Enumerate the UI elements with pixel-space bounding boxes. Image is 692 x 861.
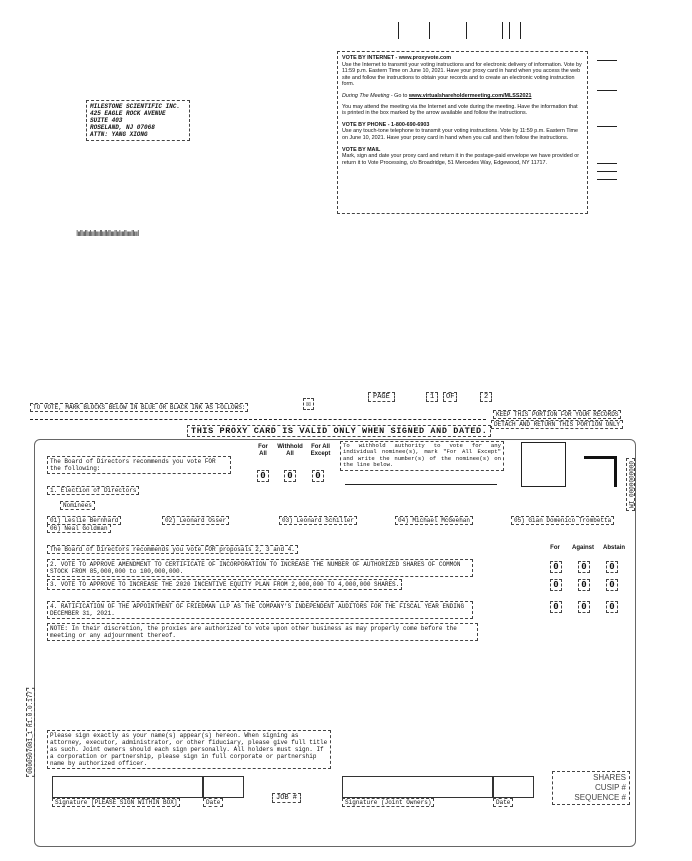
nominee-write-in-line[interactable] (345, 484, 497, 485)
mailing-address (86, 100, 190, 141)
signature-box[interactable] (52, 776, 204, 798)
timing-mark (509, 22, 510, 39)
board-recommendation-2: The Board of Directors recommends you vote FOR proposals 2, 3 and 4. (47, 545, 298, 554)
timing-mark (520, 22, 521, 39)
date-label: Date (203, 798, 223, 807)
proposal-2-abstain-checkbox[interactable]: 0 (606, 561, 618, 573)
phone-text: Use any touch-tone telephone to transmit your voting instructions. Vote by 11:59 p.m. Eastern Time on June 10, 2021. Have your proxy card in hand when you call and then follow the instructions. (342, 128, 579, 141)
proposal-3-abstain-checkbox[interactable]: 0 (606, 579, 618, 591)
shares-label: SHARES (593, 773, 626, 782)
sample-mark-icon: ☒ (303, 398, 314, 410)
cusip-label: CUSIP # (595, 783, 626, 792)
shares-cusip-sequence (552, 771, 630, 805)
page-number: 1 (426, 392, 438, 402)
internet-heading: VOTE BY INTERNET - www.proxyvote.com (342, 55, 452, 61)
meeting-line (342, 93, 583, 100)
proposal-2-for-checkbox[interactable]: 0 (550, 561, 562, 573)
nominee-item: 02) Leonard Osser (162, 516, 229, 525)
address-line: SUITE 403 (90, 117, 123, 124)
proposal-2: 2. VOTE TO APPROVE AMENDMENT TO CERTIFICATE OF INCORPORATION TO INCREASE THE NUMBER OF AUTHORIZED SHARES OF COMMON STOCK FROM 85,000,000 to 100,000,000. (47, 559, 473, 577)
sequence-label: SEQUENCE # (574, 793, 626, 802)
for-all-checkbox[interactable]: 0 (257, 470, 269, 482)
withhold-instructions: To withhold authority to vote for any individual nominee(s), mark "For All Except" and write the number(s) of the nominee(s) on the line below. (340, 441, 504, 471)
timing-mark (597, 171, 617, 172)
timing-mark (502, 22, 503, 39)
date-box[interactable] (202, 776, 244, 798)
job-number-label: JOB # (272, 793, 301, 803)
left-vertical-code: 0000507081_1 R1.0.0.177 (26, 688, 35, 777)
proposal-2-against-checkbox[interactable]: 0 (578, 561, 590, 573)
detach-line (30, 419, 486, 420)
withhold-all-checkbox[interactable]: 0 (284, 470, 296, 482)
proposal-4-abstain-checkbox[interactable]: 0 (606, 601, 618, 613)
joint-date-label: Date (493, 798, 513, 807)
proposal-4-against-checkbox[interactable]: 0 (578, 601, 590, 613)
timing-mark (398, 22, 399, 39)
election-heading: 1. Election of Directors (47, 486, 139, 495)
joint-date-box[interactable] (492, 776, 534, 798)
proposal-4-for-checkbox[interactable]: 0 (550, 601, 562, 613)
signing-instructions: Please sign exactly as your name(s) appear(s) hereon. When signing as attorney, executor, administrator, or other fiduciary, please give full title as such. Joint owners should each sign personally. All holders must sign. If a corporation or partnership, please sign in full corporate or partnership name by authorized officer. (47, 730, 331, 769)
corner-registration-mark (584, 456, 617, 487)
page-total: 2 (480, 392, 492, 402)
col-against: Against (571, 545, 594, 551)
page-label: PAGE (368, 392, 395, 402)
meeting-prefix: During The Meeting (342, 92, 390, 99)
address-line: ROSELAND, NJ 07068 (90, 124, 155, 131)
proposal-3-against-checkbox[interactable]: 0 (578, 579, 590, 591)
nominee-item: 06) Neal Goldman (47, 524, 111, 533)
discretion-note: NOTE: In their discretion, the proxies are authorized to vote upon other business as may properly come before the meeting or any adjournment thereof. (47, 623, 478, 641)
nominee-item: 01) Leslie Bernhard (47, 516, 121, 525)
nominee-item: 03) Leonard Schiller (279, 516, 357, 525)
col-for: For (550, 545, 560, 551)
joint-signature-label: Signature (Joint Owners) (342, 798, 434, 807)
joint-signature-box[interactable] (342, 776, 494, 798)
side-code: 0000000000 IM (626, 458, 635, 511)
meeting-text: You may attend the meeting via the Internet and vote during the meeting. Have the information that is printed in the box marked by the arrow available and follow the instructions. (342, 103, 578, 117)
proposal-3: 3. VOTE TO APPROVE TO INCREASE THE 2020 INCENTIVE EQUITY PLAN FROM 2,000,000 TO 4,000,000 SHARES. (47, 579, 402, 590)
timing-mark (597, 126, 617, 127)
nominee-item: 04) Michael McGeehan (395, 516, 473, 525)
board-recommendation-1: The Board of Directors recommends you vote FOR the following: (47, 456, 231, 474)
meeting-url-link[interactable]: www.virtualshareholdermeeting.com/MLSS2021 (408, 92, 532, 99)
detach-portion-label: DETACH AND RETURN THIS PORTION ONLY (491, 420, 623, 429)
timing-mark (429, 22, 430, 39)
of-label: OF (443, 392, 457, 402)
address-line: 425 EAGLE ROCK AVENUE (90, 110, 166, 117)
timing-mark (597, 60, 617, 61)
internet-text: Use the Internet to transmit your voting instructions and for electronic delivery of information. Vote by 11:59 p.m. Eastern Time on June 10, 2021. Have your proxy card in hand when you access the web site and follow the instructions to obtain your records and to create an electronic voting instruction form. (342, 61, 582, 88)
proposal-3-for-checkbox[interactable]: 0 (550, 579, 562, 591)
address-line: ATTN: YANG XIONG (90, 131, 148, 138)
signature-label: Signature [PLEASE SIGN WITHIN BOX] (52, 798, 180, 807)
proposal-4: 4. RATIFICATION OF THE APPOINTMENT OF FRIEDMAN LLP AS THE COMPANY'S INDEPENDENT AUDITORS FOR THE FISCAL YEAR ENDING DECEMBER 31, 2021. (47, 601, 473, 619)
for-all-except-checkbox[interactable]: 0 (312, 470, 324, 482)
timing-mark (466, 22, 467, 39)
postal-barcode: lııllııllıılııllıııllııllıllıııllıılıııllııııllıııl (76, 229, 139, 238)
col-for-all-except: For All Except (310, 444, 331, 457)
mail-text: Mark, sign and date your proxy card and return it in the postage-paid envelope we have provided or return it to Vote Processing, c/o Broadridge, 51 Mercedes Way, Edgewood, NY 11717. (342, 153, 580, 166)
voting-instructions-box (337, 51, 588, 214)
ink-instruction: TO VOTE, MARK BLOCKS BELOW IN BLUE OR BLACK INK AS FOLLOWS: (30, 403, 248, 412)
col-abstain: Abstain (602, 545, 625, 551)
timing-mark (597, 179, 617, 180)
address-line: MILESTONE SCIENTIFIC INC. (90, 103, 181, 110)
timing-mark (597, 90, 617, 91)
timing-mark (597, 163, 617, 164)
nominee-item: 05) Gian Domenico Trombetta (511, 516, 614, 525)
keep-portion-label: KEEP THIS PORTION FOR YOUR RECORDS (493, 410, 621, 419)
col-withhold-all: Withhold All (277, 444, 303, 457)
nominees-label: Nominees (60, 501, 95, 510)
col-for-all: For All (258, 444, 268, 457)
phone-heading: VOTE BY PHONE - 1-800-690-6903 (342, 121, 430, 128)
mail-heading: VOTE BY MAIL (342, 146, 381, 153)
valid-notice: THIS PROXY CARD IS VALID ONLY WHEN SIGNED AND DATED. (187, 425, 491, 437)
meeting-mid: - Go to (389, 92, 409, 99)
2d-barcode-box (521, 442, 566, 487)
